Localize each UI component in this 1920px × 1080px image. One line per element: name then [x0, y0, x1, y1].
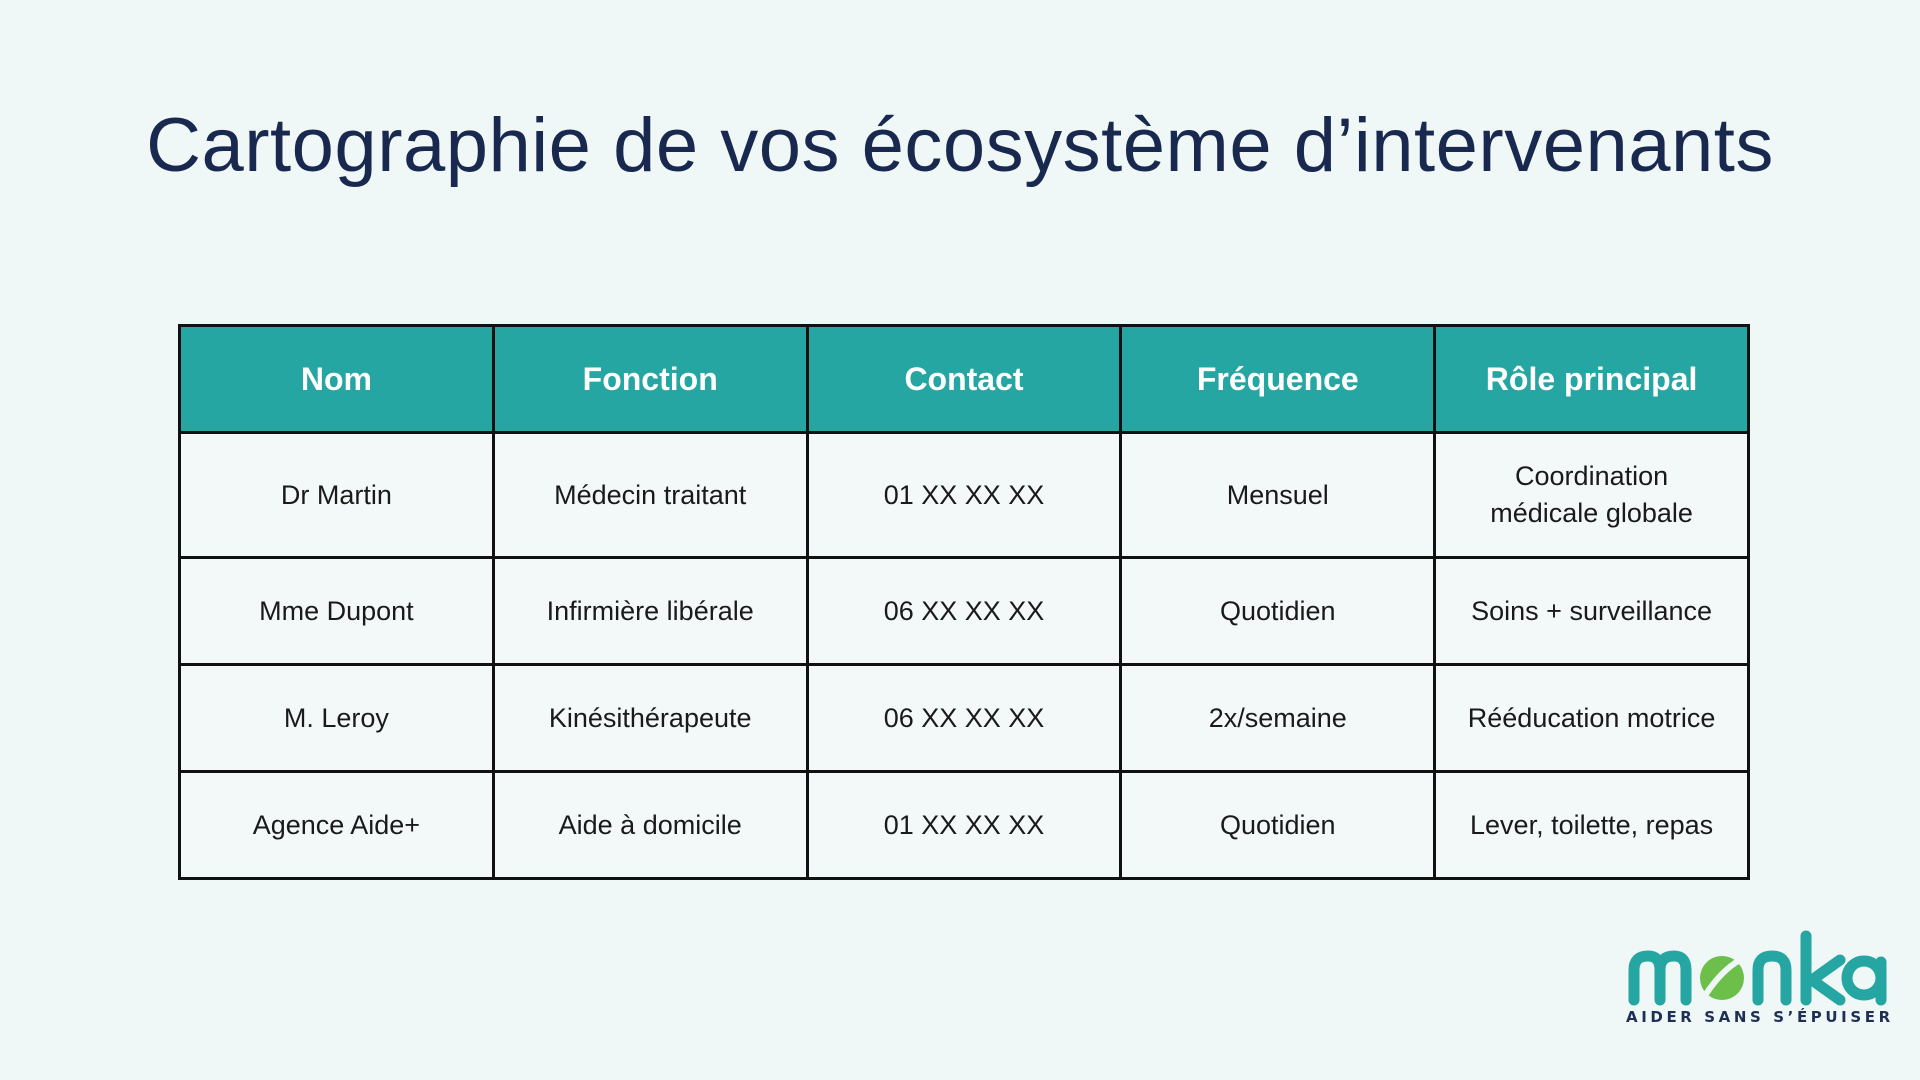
cell-nom: Agence Aide+: [180, 772, 494, 879]
cell-role: Lever, toilette, repas: [1435, 772, 1749, 879]
column-header-frequence: Fréquence: [1121, 326, 1435, 433]
cell-frequence: Mensuel: [1121, 433, 1435, 558]
cell-nom: Dr Martin: [180, 433, 494, 558]
cell-nom: Mme Dupont: [180, 558, 494, 665]
cell-fonction: Infirmière libérale: [493, 558, 807, 665]
cell-role: Coordination médicale globale: [1435, 433, 1749, 558]
cell-frequence: Quotidien: [1121, 772, 1435, 879]
cell-fonction: Kinésithérapeute: [493, 665, 807, 772]
monka-logo-icon: [1626, 930, 1890, 1006]
cell-contact: 06 XX XX XX: [807, 665, 1121, 772]
table-row: [180, 433, 1749, 558]
cell-frequence: Quotidien: [1121, 558, 1435, 665]
stakeholder-table: [178, 324, 1750, 880]
brand-tagline: AIDER SANS S’ÉPUISER: [1626, 1008, 1894, 1026]
cell-fonction: Aide à domicile: [493, 772, 807, 879]
column-header-nom: Nom: [180, 326, 494, 433]
cell-fonction: Médecin traitant: [493, 433, 807, 558]
cell-role: Rééducation motrice: [1435, 665, 1749, 772]
page-title: Cartographie de vos écosystème d’intervenants: [146, 103, 1774, 188]
table-row: [180, 772, 1749, 879]
cell-frequence: 2x/semaine: [1121, 665, 1435, 772]
table-row: [180, 665, 1749, 772]
cell-contact: 01 XX XX XX: [807, 433, 1121, 558]
column-header-contact: Contact: [807, 326, 1121, 433]
table-row: [180, 558, 1749, 665]
brand-logo: [1626, 930, 1894, 1030]
cell-contact: 01 XX XX XX: [807, 772, 1121, 879]
column-header-fonction: Fonction: [493, 326, 807, 433]
table-header-row: [180, 326, 1749, 433]
cell-nom: M. Leroy: [180, 665, 494, 772]
cell-contact: 06 XX XX XX: [807, 558, 1121, 665]
column-header-role-principal: Rôle principal: [1435, 326, 1749, 433]
cell-role: Soins + surveillance: [1435, 558, 1749, 665]
